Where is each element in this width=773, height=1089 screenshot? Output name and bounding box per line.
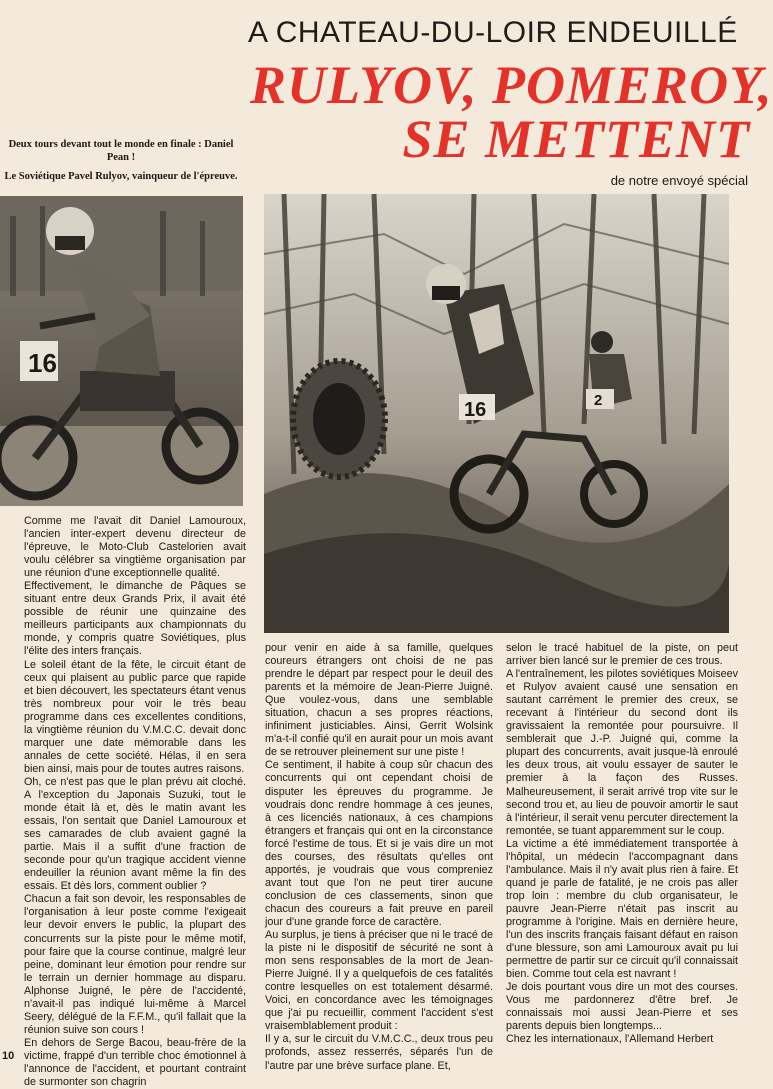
article-column-3 — [506, 642, 738, 1062]
photo-daniel-pean-image — [0, 196, 243, 506]
photo-captions — [0, 138, 242, 189]
paragraph: Comme me l'avait dit Daniel Lamouroux, l'ancien inter-expert devenu directeur de l'épreuve, le Moto-Club Castelorien avait voulu célébrer sa vingtième organisation par une réunion d'une exceptionnelle qualité. — [24, 515, 246, 580]
photo-pavel-rulyov — [264, 194, 729, 633]
article-column-1 — [24, 515, 246, 1089]
paragraph: pour venir en aide à sa famille, quelques coureurs étrangers ont choisi de ne pas prendre le départ par respect pour le deuil des parents et la mémoire de Jean-Pierre Juigné. Que voulez-vous, dans une semblable situation, chacun a ses propres réactions, infiniment justiciables. Ainsi, Gerrit Wolsink m'a-t-il confié qu'il en aurait pour un mois avant de se retrouver pleinement sur une piste ! — [265, 642, 493, 759]
caption-pavel-rulyov: Le Soviétique Pavel Rulyov, vainqueur de l'épreuve. — [4, 171, 238, 182]
paragraph: La victime a été immédiatement transportée à l'hôpital, un médecin l'accompagnant dans l'ambulance. Mais il n'y avait plus rien à faire. Et quand je parle de fatalité, je ne crois pas aller trop loin : membre du club organisateur, le pauvre Jean-Pierre n'était pas inscrit au programme à l'origine. Mais en dernière heure, l'un des inscrits français faisant défaut en raison d'une blessure, son ami Lamouroux avait pu lui permettre de partir sur ce circuit qu'il connaissait bien. Comme tout cela est navrant ! — [506, 837, 738, 981]
paragraph: Effectivement, le dimanche de Pâques se situant entre deux Grands Prix, il avait été possible de réunir une quinzaine des meilleurs participants aux championnats du monde, y compris quatre Soviétiques, plus l'élite des inters français. — [24, 580, 246, 658]
kicker-title: A CHATEAU-DU-LOIR ENDEUILLÉ — [248, 16, 738, 49]
paragraph: A l'entraînement, les pilotes soviétiques Moiseev et Rulyov avaient causé une sensation en sautant carrément le premier des creux, se recevant à l'intérieur du second dont ils gravissaient la remontée pour poursuivre. Il semblerait que J.-P. Juigné qui, comme la plupart des concurrents, avait jusque-là enroulé les deux trous, ait voulu essayer de sauter le premier à la façon des Russes. Malheureusement, il serait arrivé trop vite sur le second trou et, au lieu de pouvoir amortir le saut à l'intérieur, il serait venu percuter directement la remontée, se tuant apparemment sur le coup. — [506, 668, 738, 837]
paragraph: Je dois pourtant vous dire un mot des courses. Vous me pardonnerez d'être bref. Je connaissais moi aussi Jean-Pierre et ses parents depuis bien longtemps... — [506, 981, 738, 1033]
paragraph: Il y a, sur le circuit du V.M.C.C., deux trous peu profonds, assez resserrés, séparés l'un de l'autre par une brève surface plane. Et, — [265, 1033, 493, 1072]
photo-daniel-pean — [0, 196, 243, 506]
right-photo-plate-front: 16 — [464, 399, 487, 421]
left-photo-plate: 16 — [28, 348, 57, 378]
paragraph: En dehors de Serge Bacou, beau-frère de la victime, frappé d'un terrible choc émotionnel à l'annonce de l'accident, et pourtant contraint de surmonter son chagrin — [24, 1036, 246, 1089]
caption-daniel-pean: Deux tours devant tout le monde en finale : Daniel Pean ! — [8, 139, 234, 163]
paragraph: Au surplus, je tiens à préciser que ni le tracé de la piste ni le dispositif de sécurité ne sont à mon sens responsables de la mort de Jean-Pierre Juigné. Il y a quelquefois de ces fatalités contre lesquelles on est totalement désarmé. Voici, en concordance avec les témoignages que j'ai pu recueillir, comment l'accident s'est vraisemblablement produit : — [265, 929, 493, 1033]
paragraph: Le soleil étant de la fête, le circuit étant de ceux qui plaisent au public parce que rapide et bien découvert, les spectateurs étant venus très nombreux pour voir le très beau programme dans ces excellentes conditions, la vingtième réunion du V.M.C.C. devait donc marquer une date mémorable dans les annales de cette société. Hélas, il en sera bien ainsi, mais pour de toutes autres raisons. — [24, 658, 246, 775]
paragraph: Chacun a fait son devoir, les responsables de l'organisation à leur poste comme l'exigeait leur devoir envers le public, la plupart des concurrents sur la piste pour le même motif, pour faire que la course continue, malgré leur peine, dominant leur émotion pour rendre sur le terrain un dernier hommage au disparu. Alphonse Juigné, le père de l'accidenté, n'avait-il pas indiqué lui-même à Marcel Seery, délégué de la F.F.M., qu'il fallait que la réunion suive son cours ! — [24, 893, 246, 1036]
paragraph: Oh, ce n'est pas que le plan prévu ait cloché. A l'exception du Japonais Suzuki, tout le monde était là et, dès le matin avant les essais, l'on sentait que Daniel Lamouroux et ses camarades de club avaient gagné la partie. Mais il a suffit d'une fraction de seconde pour qu'un tragique accident vienne endeuiller la réunion avant même la fin des essais. Et dès lors, comment oublier ? — [24, 775, 246, 893]
paragraph: Ce sentiment, il habite à coup sûr chacun des concurrents qui ont cependant choisi de disputer les épreuves du programme. Je voudrais donc rendre hommage à ces jeunes, à ces licenciés nationaux, à ces champions étrangers et français qui ont en la circonstance forcé l'estime de tous. Et si je vais dire un mot des courses, des résultats qu'elles ont apportés, je voudrais que vous compreniez avant tout que l'on ne peut tirer aucune conclusion de ces classements, sinon que chacun des coureurs a fait preuve en pareil jour d'une grande force de caractère. — [265, 759, 493, 928]
article-column-2 — [265, 642, 493, 1072]
page-number: 10 — [2, 1050, 15, 1062]
photo-pavel-rulyov-image — [264, 194, 729, 633]
headline-line-1: RULYOV, POMEROY, — [250, 55, 773, 115]
byline: de notre envoyé spécial — [610, 173, 748, 188]
paragraph: selon le tracé habituel de la piste, on peut arriver bien lancé sur le premier de ces trous. — [506, 642, 738, 668]
paragraph: Chez les internationaux, l'Allemand Herbert — [506, 1033, 714, 1046]
headline-line-2: SE METTENT — [402, 109, 750, 169]
right-photo-plate-back: 2 — [594, 392, 603, 409]
